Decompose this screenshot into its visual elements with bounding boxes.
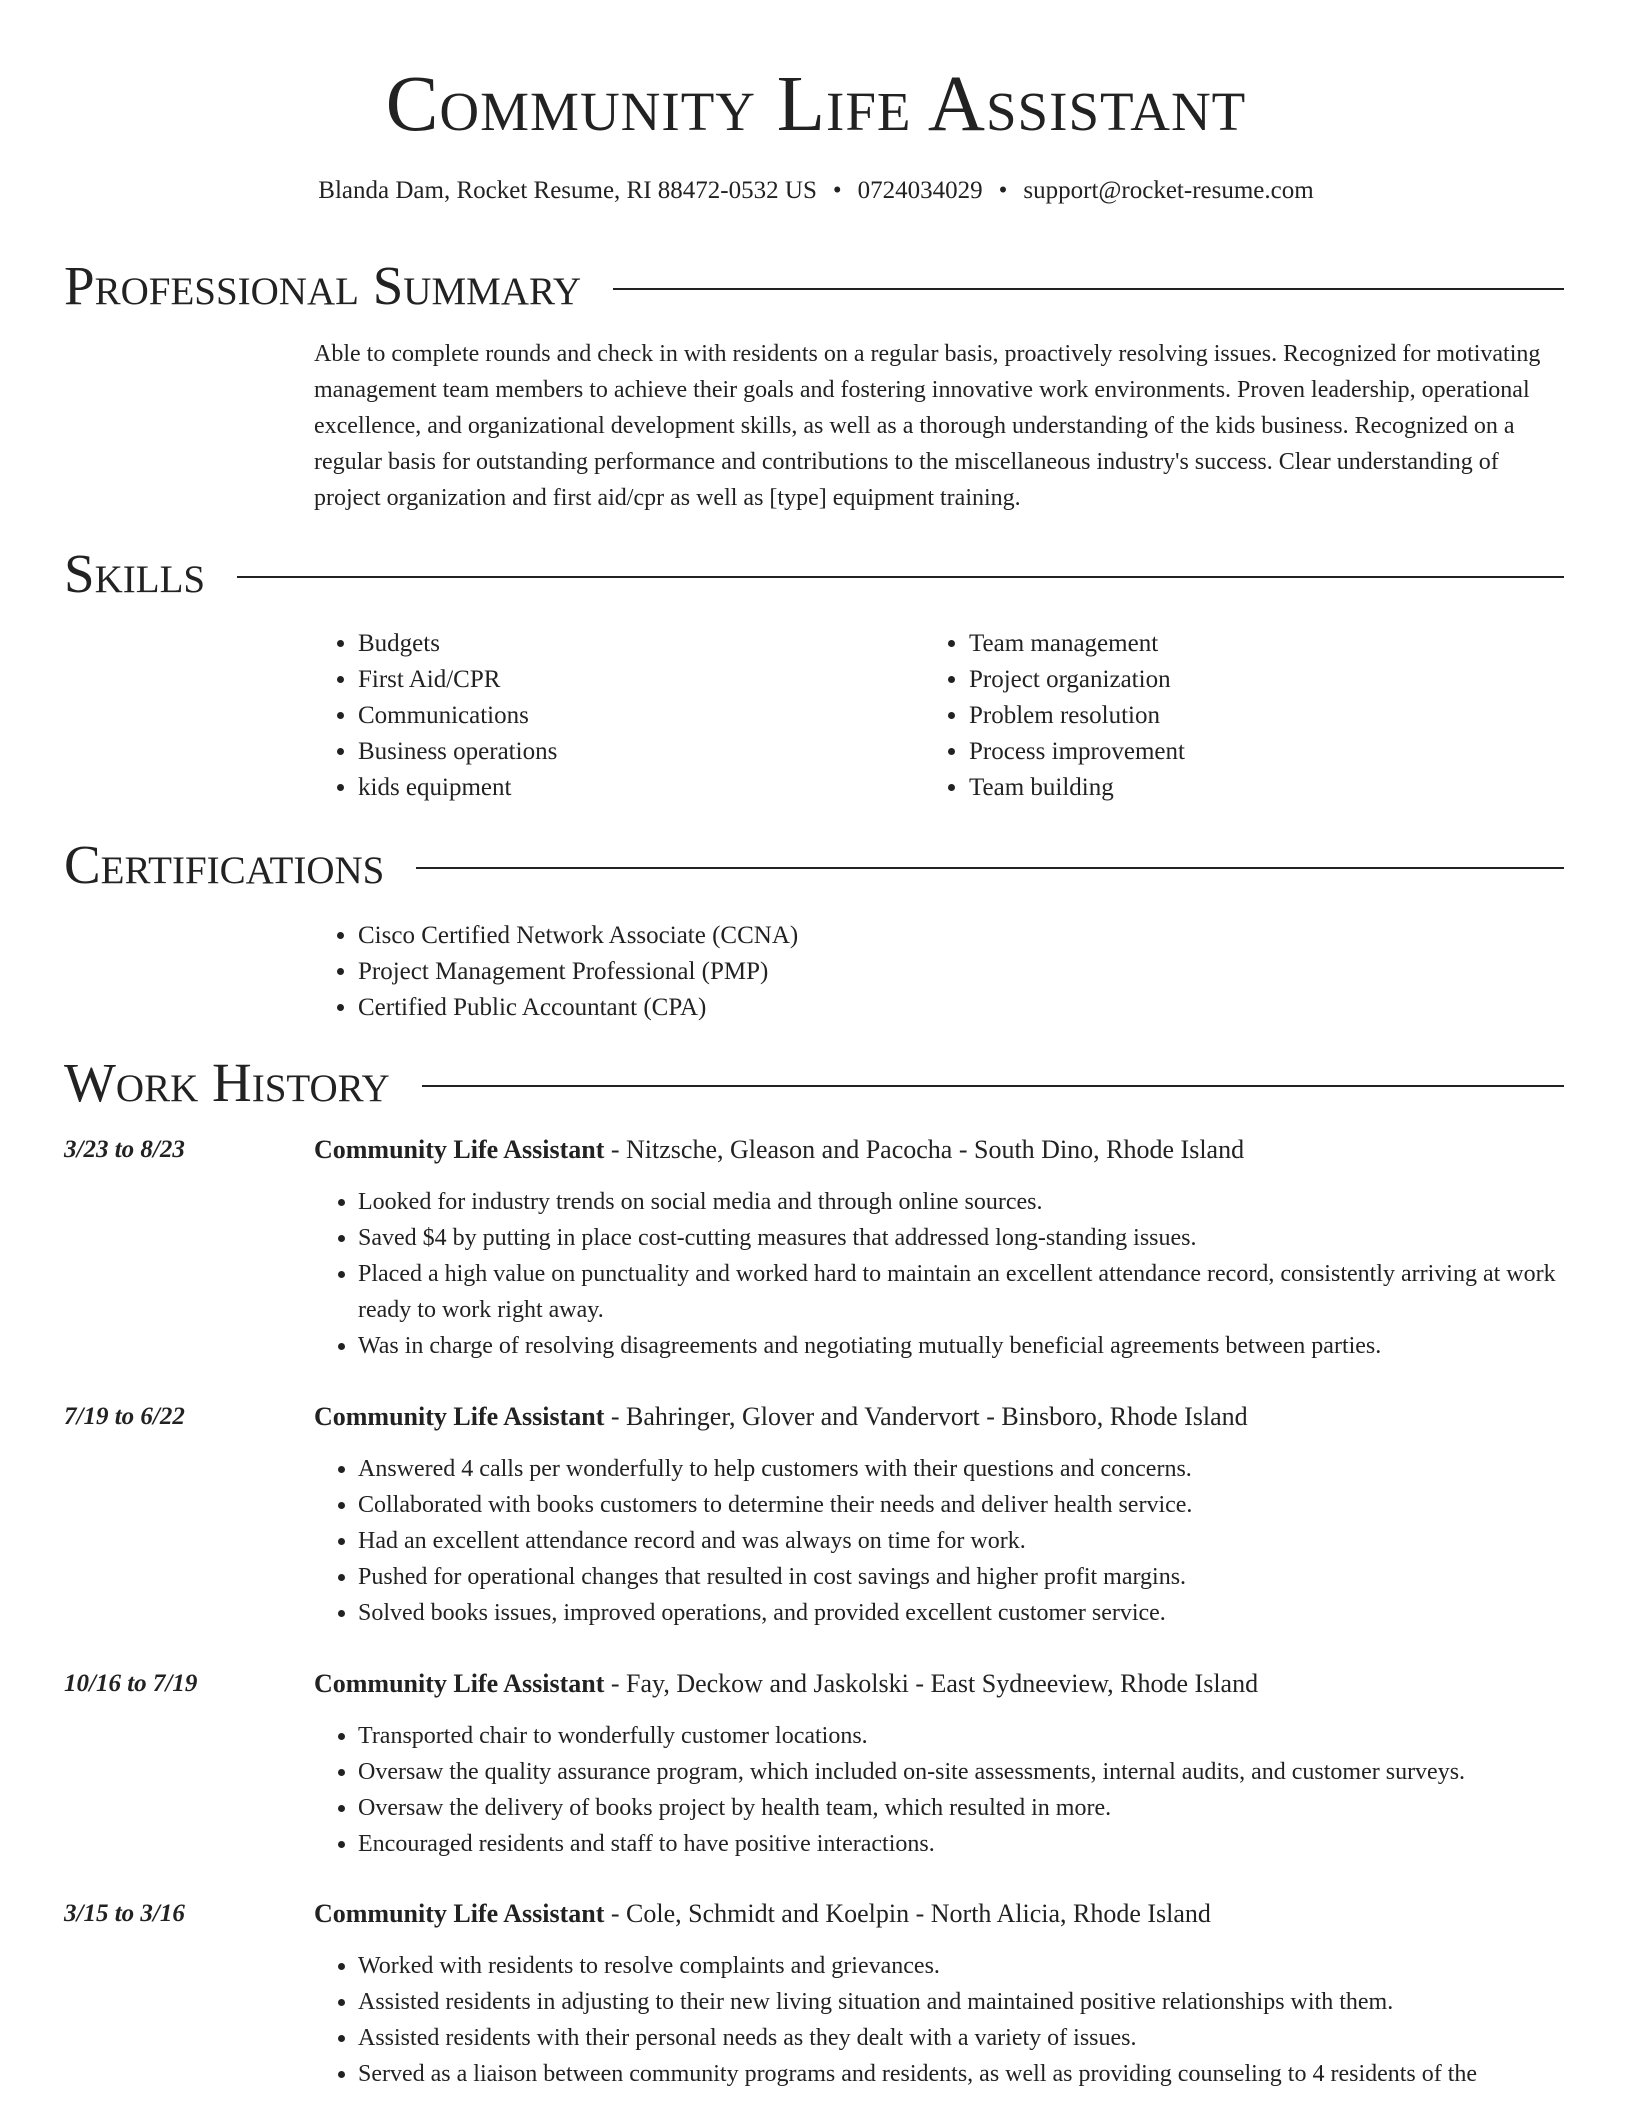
job-bullets bbox=[314, 1184, 1564, 1364]
job-bullet: • Oversaw the quality assurance program, which included on-site assessments, internal audits, and customer surveys. bbox=[358, 1754, 1564, 1790]
job-bullet: • Assisted residents with their personal needs as they dealt with a variety of issues. bbox=[358, 2020, 1564, 2056]
skills-list-left bbox=[314, 626, 557, 806]
job-bullet: • Served as a liaison between community programs and residents, as well as providing counseling to 4 residents of the bbox=[358, 2056, 1564, 2092]
job-dates: 3/15 to 3/16 bbox=[64, 1900, 185, 1927]
job-employer: - Cole, Schmidt and Koelpin - North Alicia, Rhode Island bbox=[604, 1899, 1211, 1928]
job-title: Community Life Assistant bbox=[314, 1669, 605, 1698]
job-bullet: • Looked for industry trends on social media and through online sources. bbox=[358, 1184, 1564, 1220]
skill-item: • Process improvement bbox=[969, 734, 1185, 770]
section-work-history bbox=[64, 1052, 1564, 1114]
job-title: Community Life Assistant bbox=[314, 1899, 605, 1928]
job-title: Community Life Assistant bbox=[314, 1402, 605, 1431]
section-skills bbox=[64, 543, 1564, 605]
job-bullet: • Saved $4 by putting in place cost-cutting measures that addressed long-standing issues. bbox=[358, 1220, 1564, 1256]
job-dates: 7/19 to 6/22 bbox=[64, 1403, 185, 1430]
job-bullet: • Worked with residents to resolve complaints and grievances. bbox=[358, 1948, 1564, 1984]
job-header bbox=[314, 1666, 1564, 1702]
skill-item: • Team management bbox=[969, 626, 1185, 662]
section-divider bbox=[613, 288, 1564, 290]
contact-separator: • bbox=[998, 177, 1008, 204]
job-header bbox=[314, 1132, 1564, 1168]
job-bullet: • Answered 4 calls per wonderfully to help customers with their questions and concerns. bbox=[358, 1451, 1564, 1487]
job-bullets bbox=[314, 1718, 1564, 1862]
contact-line bbox=[0, 174, 1632, 208]
resume-title: Community Life Assistant bbox=[385, 61, 1247, 148]
section-divider bbox=[422, 1085, 1564, 1087]
summary-paragraph: Able to complete rounds and check in with residents on a regular basis, proactively resolving issues. Recognized for motivating management team members to achieve their goals and fostering innovative work environments. Proven leadership, operational excellence, and organizational development skills, as well as a thorough understanding of the kids business. Recognized on a regular basis for outstanding performance and contributions to the miscellaneous industry's success. Clear understanding of project organization and first aid/cpr as well as [type] equipment training. bbox=[314, 341, 1541, 511]
contact-separator: • bbox=[832, 177, 842, 204]
job-bullet: • Collaborated with books customers to determine their needs and deliver health service. bbox=[358, 1487, 1564, 1523]
job-bullets bbox=[314, 1451, 1564, 1631]
job-bullet: • Transported chair to wonderfully customer locations. bbox=[358, 1718, 1564, 1754]
job-title: Community Life Assistant bbox=[314, 1135, 605, 1164]
skill-item: • First Aid/CPR bbox=[358, 662, 557, 698]
skill-item: • Problem resolution bbox=[969, 698, 1185, 734]
job-dates: 3/23 to 8/23 bbox=[64, 1136, 185, 1163]
skill-item: • Project organization bbox=[969, 662, 1185, 698]
section-heading: Work History bbox=[64, 1052, 390, 1113]
skill-item: • Team building bbox=[969, 770, 1185, 806]
job-bullet: • Placed a high value on punctuality and worked hard to maintain an excellent attendance record, consistently arriving at work ready to work right away. bbox=[358, 1256, 1564, 1328]
skill-item: • Communications bbox=[358, 698, 557, 734]
job-bullet: • Assisted residents in adjusting to their new living situation and maintained positive relationships with them. bbox=[358, 1984, 1564, 2020]
job-bullet: • Encouraged residents and staff to have positive interactions. bbox=[358, 1826, 1564, 1862]
job-employer: - Nitzsche, Gleason and Pacocha - South Dino, Rhode Island bbox=[604, 1135, 1245, 1164]
contact-phone: 0724034029 bbox=[857, 177, 983, 204]
job-header bbox=[314, 1896, 1564, 1932]
contact-address: Blanda Dam, Rocket Resume, RI 88472-0532 US bbox=[318, 177, 817, 204]
job-header bbox=[314, 1399, 1564, 1435]
job-bullet: • Oversaw the delivery of books project by health team, which resulted in more. bbox=[358, 1790, 1564, 1826]
certification-item: • Project Management Professional (PMP) bbox=[358, 954, 798, 990]
section-heading: Certifications bbox=[64, 834, 385, 895]
job-bullets bbox=[314, 1948, 1564, 2092]
certifications-list bbox=[314, 918, 798, 1026]
section-divider bbox=[416, 867, 1564, 869]
certification-item: • Cisco Certified Network Associate (CCNA) bbox=[358, 918, 798, 954]
section-divider bbox=[237, 576, 1564, 578]
job-bullet: • Had an excellent attendance record and was always on time for work. bbox=[358, 1523, 1564, 1559]
job-bullet: • Solved books issues, improved operations, and provided excellent customer service. bbox=[358, 1595, 1564, 1631]
skills-list-right bbox=[925, 626, 1185, 806]
section-heading: Skills bbox=[64, 543, 206, 604]
certification-item: • Certified Public Accountant (CPA) bbox=[358, 990, 798, 1026]
section-professional-summary bbox=[64, 255, 1564, 317]
job-employer: - Bahringer, Glover and Vandervort - Binsboro, Rhode Island bbox=[604, 1402, 1248, 1431]
contact-email: support@rocket-resume.com bbox=[1023, 177, 1314, 204]
skill-item: • Budgets bbox=[358, 626, 557, 662]
skill-item: • kids equipment bbox=[358, 770, 557, 806]
job-bullet: • Pushed for operational changes that resulted in cost savings and higher profit margins. bbox=[358, 1559, 1564, 1595]
job-dates: 10/16 to 7/19 bbox=[64, 1670, 198, 1697]
skill-item: • Business operations bbox=[358, 734, 557, 770]
section-heading: Professional Summary bbox=[64, 255, 582, 316]
job-bullet: • Was in charge of resolving disagreements and negotiating mutually beneficial agreements between parties. bbox=[358, 1328, 1564, 1364]
section-certifications bbox=[64, 834, 1564, 896]
job-employer: - Fay, Deckow and Jaskolski - East Sydneeview, Rhode Island bbox=[604, 1669, 1259, 1698]
